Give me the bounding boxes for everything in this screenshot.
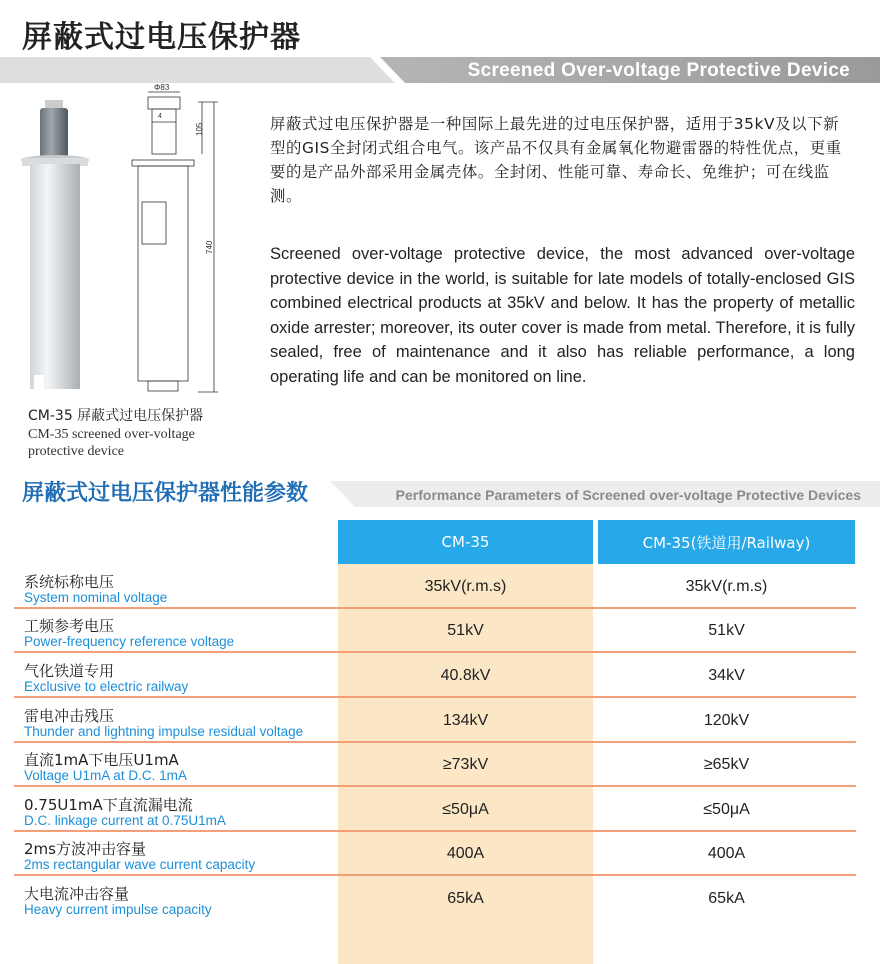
row-label-zh: 直流1mA下电压U1mA (24, 751, 179, 769)
row-label-zh: 工频参考电压 (24, 617, 115, 635)
row-label-zh: 大电流冲击容量 (24, 885, 130, 903)
row-label-en: Exclusive to electric railway (24, 679, 189, 694)
row-label-zh: 系统标称电压 (24, 573, 115, 591)
row-value-cm35: 51kV (447, 622, 484, 639)
row-value-railway: 120kV (703, 712, 750, 729)
row-label-zh: 2ms方波冲击容量 (24, 840, 146, 858)
row-divider (14, 696, 856, 698)
row-value-railway: ≤50μA (703, 801, 750, 818)
params-title-en: Performance Parameters of Screened over-voltage Protective Devices (395, 487, 861, 503)
row-value-railway: 51kV (708, 622, 745, 639)
params-title-zh: 屏蔽式过电压保护器性能参数 (22, 481, 309, 506)
header-banner (0, 56, 880, 84)
row-label-en: D.C. linkage current at 0.75U1mA (24, 813, 226, 828)
banner-title-en: Screened Over-voltage Protective Device (467, 60, 850, 81)
description-en: Screened over-voltage protective device, the most advanced over-voltage protective device in the world, is suitable for late models of totally-enclosed GIS combined electrical products at 35kV and below. It has the property of metallic oxide arrester; moreover, its outer cover is made from metal. Therefore, it is fully sealed, free of maintenance and it also has reliable performance, a long operating life and can be monitored on line. (270, 245, 855, 386)
dim-total-height: 740 (205, 240, 214, 254)
row-value-cm35: 65kA (447, 890, 484, 907)
row-label-en: 2ms rectangular wave current capacity (24, 857, 256, 872)
table-row (0, 565, 880, 609)
row-label-en: Thunder and lightning impulse residual voltage (24, 724, 304, 739)
table-row (0, 609, 880, 653)
product-caption-zh: CM-35 屏蔽式过电压保护器 (28, 408, 204, 424)
row-value-railway: 35kV(r.m.s) (685, 578, 768, 595)
table-row (0, 654, 880, 698)
dim-thread: 4 (158, 113, 162, 120)
row-label-en: Power-frequency reference voltage (24, 634, 235, 649)
row-value-cm35: 400A (446, 845, 485, 862)
column-header-cm35-railway: CM-35(铁道用/Railway) (598, 520, 855, 564)
row-value-cm35: ≤50μA (442, 801, 489, 818)
page-title: 屏蔽式过电压保护器 (22, 20, 301, 55)
column-header-cm35: CM-35 (338, 520, 593, 564)
params-banner (330, 480, 880, 508)
row-value-cm35: 40.8kV (440, 667, 491, 684)
row-divider (14, 874, 856, 876)
table-row (0, 743, 880, 787)
table-row (0, 699, 880, 743)
product-photo (18, 100, 93, 400)
dim-top-height: 105 (195, 122, 204, 136)
row-divider (14, 651, 856, 653)
row-value-cm35: ≥73kV (442, 756, 489, 773)
description-zh: 屏蔽式过电压保护器是一种国际上最先进的过电压保护器，适用于35kV及以下新型的GIS全封闭式组合电气。该产品不仅具有金属氧化物避雷器的特性优点，更重要的是产品外部采用金属壳体。全封闭、性能可靠、寿命长、免维护；可在线监测。 (270, 115, 842, 205)
row-label-en: Heavy current impulse capacity (24, 902, 212, 917)
row-label-zh: 雷电冲击残压 (24, 707, 115, 725)
row-label-en: System nominal voltage (24, 590, 168, 605)
row-divider (14, 785, 856, 787)
row-value-railway: 34kV (708, 667, 745, 684)
dim-diameter: Φ83 (154, 83, 170, 92)
dimension-drawing (118, 82, 228, 402)
row-value-railway: 65kA (708, 890, 745, 907)
table-row (0, 877, 880, 921)
row-value-railway: 400A (707, 845, 746, 862)
table-row (0, 788, 880, 832)
row-label-zh: 气化铁道专用 (24, 662, 115, 680)
row-value-cm35: 134kV (442, 712, 489, 729)
row-label-en: Voltage U1mA at D.C. 1mA (24, 768, 187, 783)
product-caption-en: CM-35 screened over-voltage protective device (28, 427, 195, 459)
row-label-zh: 0.75U1mA下直流漏电流 (24, 796, 193, 814)
row-value-railway: ≥65kV (703, 756, 750, 773)
row-value-cm35: 35kV(r.m.s) (424, 578, 507, 595)
table-row (0, 832, 880, 876)
